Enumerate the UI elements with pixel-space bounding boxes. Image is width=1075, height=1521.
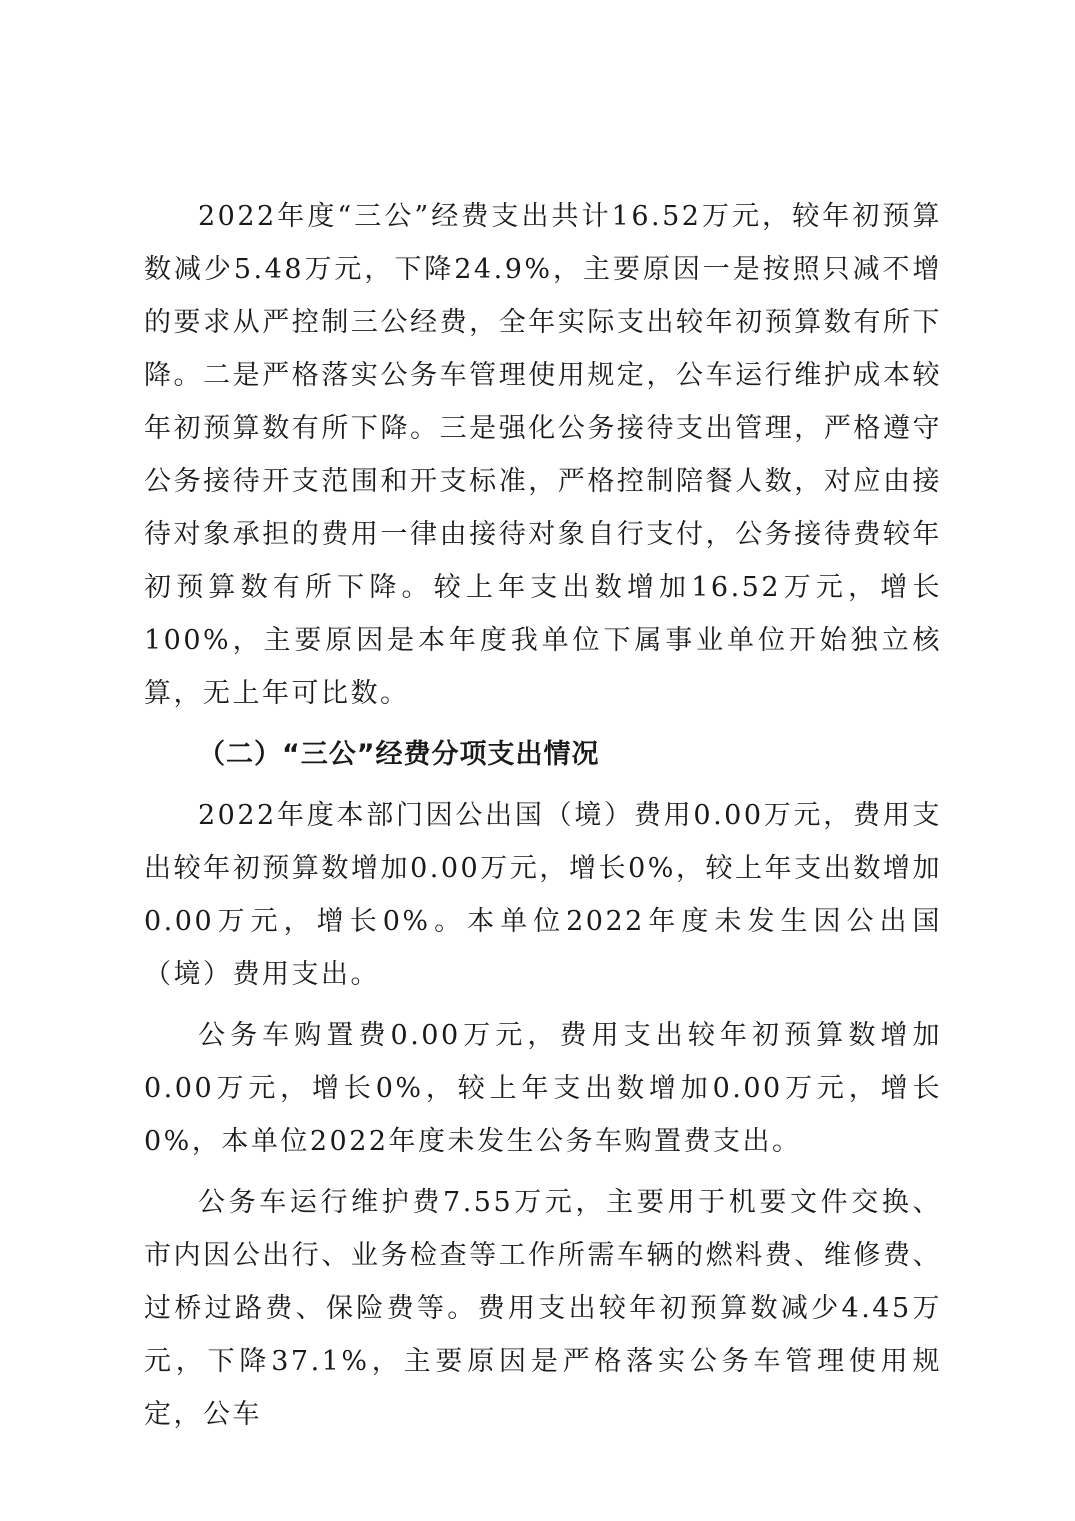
paragraph-vehicle-purchase: 公务车购置费0.00万元，费用支出较年初预算数增加0.00万元，增长0%，较上年支出数增加0.00万元，增长0%，本单位2022年度未发生公务车购置费支出。	[144, 1020, 942, 1157]
paragraph-total-expenditure: 2022年度“三公”经费支出共计16.52万元，较年初预算数减少5.48万元，下降24.9%，主要原因一是按照只减不增的要求从严控制三公经费，全年实际支出较年初预算数有所下降。二是严格落实公务车管理使用规定，公车运行维护成本较年初预算数有所下降。三是强化公务接待支出管理，严格遵守公务接待开支范围和开支标准，严格控制陪餐人数，对应由接待对象承担的费用一律由接待对象自行支付，公务接待费较年初预算数有所下降。较上年支出数增加16.52万元，增长100%，主要原因是本年度我单位下属事业单位开始独立核算，无上年可比数。	[144, 201, 942, 709]
paragraph-vehicle-maintenance: 公务车运行维护费7.55万元，主要用于机要文件交换、市内因公出行、业务检查等工作所需车辆的燃料费、维修费、过桥过路费、保险费等。费用支出较年初预算数减少4.45万元，下降37.1%，主要原因是严格落实公务车管理使用规定，公车	[144, 1187, 942, 1430]
document-body	[144, 190, 942, 1441]
paragraph-overseas-travel: 2022年度本部门因公出国（境）费用0.00万元，费用支出较年初预算数增加0.00万元，增长0%，较上年支出数增加0.00万元，增长0%。本单位2022年度未发生因公出国（境）费用支出。	[144, 800, 942, 990]
section-heading-itemized-expenditure: （二）“三公”经费分项支出情况	[198, 739, 600, 770]
